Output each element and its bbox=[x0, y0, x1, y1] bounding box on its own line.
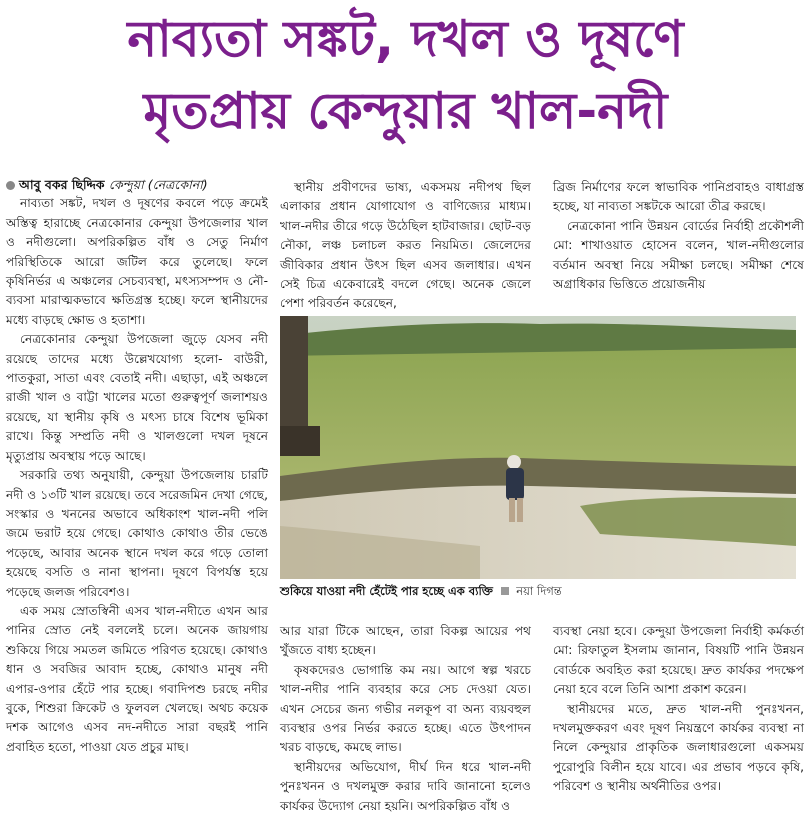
article-column-2-top bbox=[280, 178, 531, 314]
paragraph: নেত্রকোনা পানি উন্নয়ন বোর্ডের নির্বাহী প্রকৌশলী মো: শাখাওয়াত হোসেন বলেন, খাল-নদীগুলোর বর্তমান অবস্থা নিয়ে সমীক্ষা চলছে। সমীক্ষা শেষে অগ্রাধিকার ভিত্তিতে প্রয়োজনীয় bbox=[553, 218, 804, 292]
paragraph: স্থানীয় প্রবীণদের ভাষ্য, একসময় নদীপথ ছিল এলাকার প্রধান যোগাযোগ ও বাণিজ্যের মাধ্যম। খাল-নদীর তীরে গড়ে উঠেছিল হাটবাজার। ছোট-বড় নৌকা, লঞ্চ চলাচল করত নিয়মিত। জেলেদের জীবিকার প্রধান উৎস ছিল এসব জলাধার। এখন সেই চিত্র একেবারেই বদলে গেছে। অনেক জেলে পেশা পরিবর্তন করেছেন, bbox=[280, 180, 531, 311]
byline bbox=[6, 175, 268, 194]
river-photo-illustration bbox=[280, 316, 796, 579]
paragraph: নাব্যতা সঙ্কট, দখল ও দূষণের কবলে পড়ে ক্রমেই অস্তিত্ব হারাচ্ছে নেত্রকোনার কেন্দুয়া উপজেলার খাল ও নদীগুলো। অপরিকল্পিত বাঁধ ও সেতু নির্মাণ পরিস্থিতিকে আরো জটিল করে তুলেছে। ফলে কৃষিনির্ভর এ অঞ্চলের সেচব্যবস্থা, মৎস্যসম্পদ ও নৌ-ব্যবসা মারাত্মকভাবে ক্ষতিগ্রস্ত হচ্ছে। ফলে স্থানীয়দের মধ্যে বাড়ছে ক্ষোভ ও হতাশা। bbox=[6, 196, 268, 327]
paragraph: এক সময় স্রোতস্বিনী এসব খাল-নদীতে এখন আর পানির স্রোত নেই বললেই চলে। অনেক জায়গায় শুকিয়ে গিয়ে সমতল জমিতে পরিণত হয়েছে। কোথাও ধান ও সবজির আবাদ হচ্ছে, কোথাও মানুষ নদী এপার-ওপার হেঁটে পার হচ্ছে। গবাদিপশু চরছে নদীর বুকে, শিশুরা ক্রিকেট ও ফুলবল খেলছে। অথচ কয়েক দশক আগেও এসব নদ-নদীতে সারা বছরই পানি প্রবাহিত হতো, পাওয়া যেত প্রচুর মাছ। bbox=[6, 603, 268, 754]
paragraph: নেত্রকোনার কেন্দুয়া উপজেলা জুড়ে যেসব নদী রয়েছে তাদের মধ্যে উল্লেখযোগ্য হলো- বাউরী, পাতকুরা, সাতা এবং বেতাই নদী। এছাড়া, এই অঞ্চলে রাজী খাল ও বাট্টা খালের মতো গুরুত্বপূর্ণ জলাশয়ও রয়েছে, যা স্থানীয় কৃষি ও মৎস্য চাষে বিশেষ ভূমিকা রাখে। কিন্তু সম্প্রতি নদী ও খালগুলো দখল দূষনে মৃত্যুপ্রায় অবস্থায় পড়ে আছে। bbox=[6, 332, 268, 463]
bullet-icon bbox=[6, 181, 15, 190]
byline-location: কেন্দুয়া (নেত্রকোনা) bbox=[108, 177, 208, 192]
separator-square-icon bbox=[501, 587, 509, 595]
paragraph: স্থানীয়দের মতে, দ্রুত খাল-নদী পুনঃখনন, দখলমুক্তকরণ এবং দূষণ নিয়ন্ত্রণে কার্যকর ব্যবস্থা না নিলে কেন্দুয়ার প্রাকৃতিক জলাধারগুলো একসময় পুরোপুরি বিলীন হয়ে যাবে। এর প্রভাব পড়বে কৃষি, পরিবেশ ও স্থানীয় অর্থনীতির ওপর। bbox=[553, 701, 804, 794]
paragraph: ব্রিজ নির্মাণের ফলে স্বাভাবিক পানিপ্রবাহও বাধাগ্রস্ত হচ্ছে, যা নাব্যতা সঙ্কটকে আরো তীব্র করছে। bbox=[553, 180, 804, 214]
paragraph: সরকারি তথ্য অনুযায়ী, কেন্দুয়া উপজেলায় চারটি নদী ও ১৩টি খাল রয়েছে। তবে সরেজমিন দেখা গেছে, সংস্কার ও খননের অভাবে অধিকাংশ খাল-নদী পলি জমে ভরাট হয়ে গেছে। কোথাও কোথাও তীর ভেঙে পড়েছে, আবার অনেক স্থানে দখল করে গড়ে তোলা হয়েছে বসতি ও নানা স্থাপনা। দূষণে বিপর্যস্ত হয়ে পড়েছে জলজ পরিবেশও। bbox=[6, 468, 268, 599]
photo-credit: নয়া দিগন্ত bbox=[516, 584, 562, 598]
headline-line-1: নাব্যতা সঙ্কট, দখল ও দূষণে bbox=[127, 10, 684, 68]
paragraph: আর যারা টিকে আছেন, তারা বিকল্প আয়ের পথ খুঁজতে বাধ্য হচ্ছেন। bbox=[280, 624, 531, 658]
article-column-3-top bbox=[553, 178, 804, 294]
paragraph: ব্যবস্থা নেয়া হবে। কেন্দুয়া উপজেলা নির্বাহী কর্মকর্তা মো: রিফাতুল ইসলাম জানান, বিষয়টি পানি উন্নয়ন বোর্ডকে অবহিত করা হয়েছে। দ্রুত কার্যকর পদক্ষেপ নেয়া হবে বলে তিনি আশা প্রকাশ করেন। bbox=[553, 624, 804, 697]
paragraph: কৃষকদেরও ভোগান্তি কম নয়। আগে স্বল্প খরচে খাল-নদীর পানি ব্যবহার করে সেচ দেওয়া যেত। এখন সেচের জন্য গভীর নলকূপ বা অন্য ব্যয়বহুল ব্যবস্থার ওপর নির্ভর করতে হচ্ছে। এতে উৎপাদন খরচ বাড়ছে, কমছে লাভ। bbox=[280, 662, 531, 755]
byline-author: আবু বকর ছিদ্দিক bbox=[19, 177, 105, 192]
caption-text: শুকিয়ে যাওয়া নদী হেঁটেই পার হচ্ছে এক ব্যক্তি bbox=[280, 584, 493, 598]
article-column-1 bbox=[6, 175, 268, 757]
paragraph: স্থানীয়দের অভিযোগ, দীর্ঘ দিন ধরে খাল-নদী পুনঃখনন ও দখলমুক্ত করার দাবি জানানো হলেও কার্যকর উদ্যোগ নেয়া হয়নি। অপরিকল্পিত বাঁধ ও bbox=[280, 759, 531, 813]
photo-caption bbox=[280, 583, 796, 599]
news-photo bbox=[280, 316, 796, 579]
article-column-3-bottom bbox=[553, 622, 804, 797]
headline-line-2: মৃতপ্রায় কেন্দুয়ার খাল-নদী bbox=[143, 82, 668, 140]
article-column-2-bottom bbox=[280, 622, 531, 816]
